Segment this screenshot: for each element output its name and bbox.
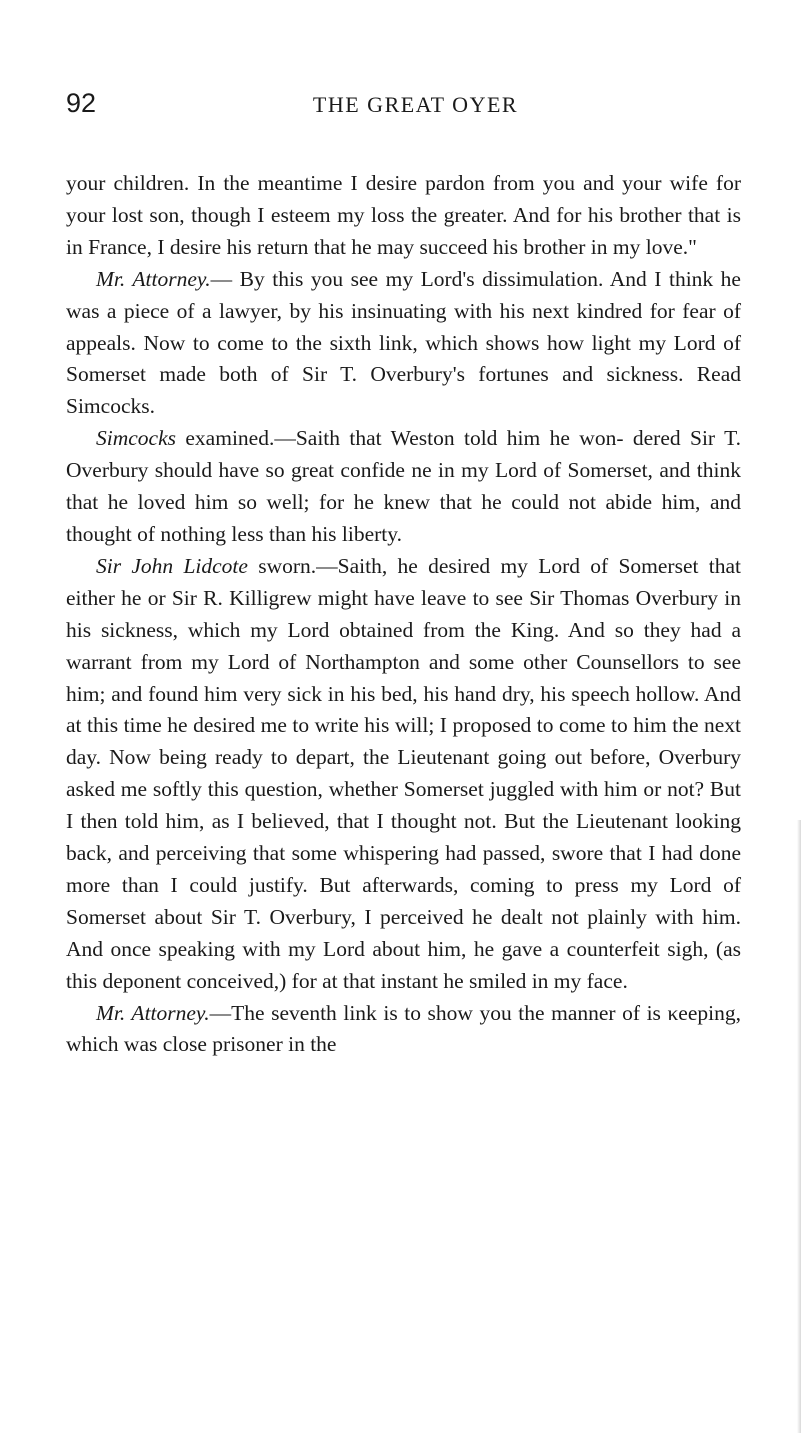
paragraph-2-text: — By this you see my Lord's dissimulation. And I think he was a piece of a lawyer, by his insinuating with his next kindred for fear of appeals. Now to come to the sixth link, which shows how light my Lord of Somerset made both of Sir T. Overbury's fortunes and sickness. Read Simcocks. — [66, 266, 741, 419]
paragraph-1 — [66, 168, 741, 264]
paragraph-3-text: examined.—Saith that Weston told him he won- dered Sir T. Overbury should have so great confide ne in my Lord of Somerset, and think that he loved him so well; for he knew that he could not abide him, and thought of nothing less than his liberty. — [66, 426, 741, 546]
page-header — [66, 88, 741, 128]
page-number: 92 — [66, 88, 97, 118]
body-text — [66, 168, 741, 1061]
paragraph-1-text: your children. In the meantime I desire pardon from you and your wife for your lost son, though I esteem my loss the greater. And for his brother that is in France, I desire his return that he may succeed his brother in my love." — [66, 171, 741, 259]
paragraph-5 — [66, 998, 741, 1062]
paragraph-2 — [66, 264, 741, 424]
paragraph-5-text: —The seventh link is to show you the manner of is κeeping, which was close prisoner in the — [66, 1000, 741, 1057]
witness-label: Simcocks — [96, 426, 176, 451]
speaker-label: Mr. Attorney. — [96, 266, 211, 291]
paragraph-3 — [66, 423, 741, 551]
speaker-label: Mr. Attorney. — [96, 1000, 210, 1025]
paragraph-4-text: sworn.—Saith, he desired my Lord of Somerset that either he or Sir R. Killigrew might have leave to see Sir Thomas Overbury in his sickness, which my Lord obtained from the King. And so they had a warrant from my Lord of Northampton and some other Counsellors to see him; and found him very sick in his bed, his hand dry, his speech hollow. And at this time he desired me to write his will; I proposed to come to him the next day. Now being ready to depart, the Lieutenant going out before, Overbury asked me softly this question, whether Somerset juggled with him or not? But I then told him, as I believed, that I thought not. But the Lieutenant looking back, and perceiving that some whispering had passed, swore that I had done more than I could justify. But afterwards, coming to press my Lord of Somerset about Sir T. Overbury, I perceived he dealt not plainly with him. And once speaking with my Lord about him, he gave a counterfeit sigh, (as this deponent conceived,) for at that instant he smiled in my face. — [66, 553, 741, 993]
running-head: THE GREAT OYER — [312, 92, 519, 117]
witness-label: Sir John Lidcote — [96, 553, 248, 578]
page-edge-shadow — [797, 820, 801, 1433]
paragraph-4 — [66, 551, 741, 998]
